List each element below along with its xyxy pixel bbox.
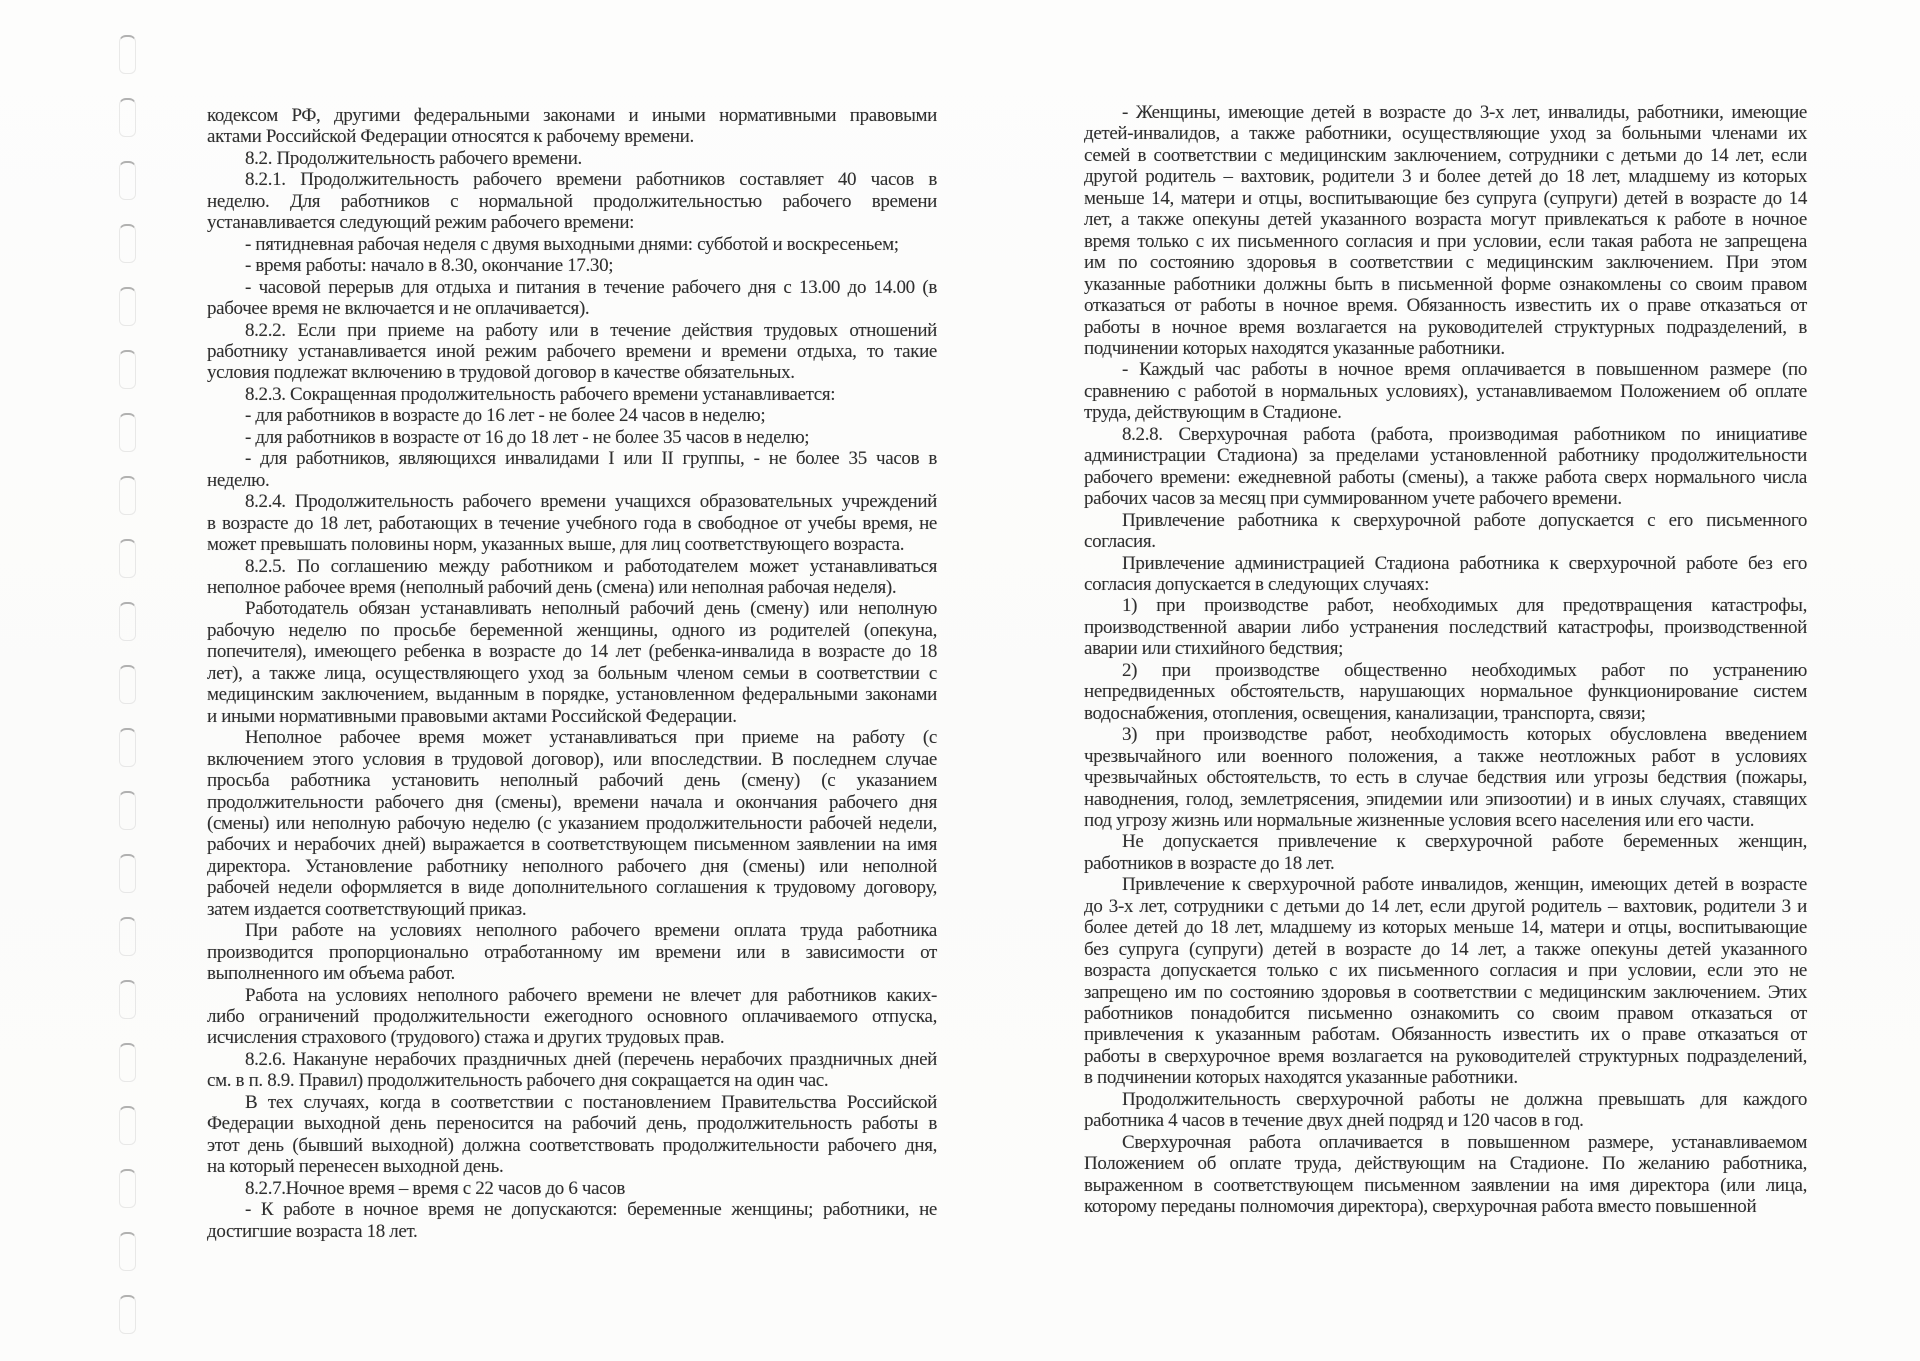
paragraph bbox=[1084, 724, 1807, 831]
text-line: наводнения, голод, землетрясения, эпидемии или эпизоотии) и в иных случаях, ставящих bbox=[1084, 788, 1807, 810]
paragraph bbox=[1084, 1089, 1807, 1132]
text-line: либо ограничений продолжительности ежегодного основного оплачиваемого отпуска, bbox=[207, 1006, 937, 1028]
paragraph bbox=[1084, 874, 1807, 1089]
paragraph bbox=[207, 598, 937, 727]
text-line: рабочего времени: ежедневной работы (смены), а также работа сверх нормального числа bbox=[1084, 466, 1807, 488]
text-line: без супруга (супруги) детей в возрасте до 14 лет, а также опекуны детей указанного bbox=[1084, 938, 1807, 960]
text-line: рабочую неделю по просьбе беременной женщины, одного из родителей (опекуна, bbox=[207, 619, 937, 641]
text-line: Положением об оплате труда, действующим на Стадионе. По желанию работника, bbox=[1084, 1153, 1807, 1175]
text-line: водоснабжения, отопления, освещения, канализации, транспорта, связи; bbox=[1084, 702, 1646, 724]
paragraph bbox=[207, 169, 937, 233]
paragraph bbox=[207, 1199, 937, 1242]
text-line: рабочее время не включается и не оплачивается). bbox=[207, 298, 590, 320]
text-line: производится пропорционально отработанному им времени или в зависимости от bbox=[207, 941, 937, 963]
text-line: отказаться от работы в ночное время. Обязанность известить их о праве отказаться от bbox=[1084, 295, 1807, 317]
text-line: сравнению с работой в нормальных условиях), устанавливаемом Положением об оплате bbox=[1084, 380, 1807, 402]
text-line: рабочих и нерабочих дней) выражается в соответствующем письменном заявлении на имя bbox=[207, 834, 937, 856]
paragraph bbox=[207, 405, 937, 426]
text-line: работнику устанавливается иной режим рабочего времени и времени отдыха, то такие bbox=[207, 340, 937, 362]
text-line: труда, действующим в Стадионе. bbox=[1084, 402, 1342, 424]
text-line: подчинении которых находятся указанные работники. bbox=[1084, 337, 1505, 359]
paragraph bbox=[207, 727, 937, 920]
paragraph bbox=[207, 148, 937, 169]
binder-hole bbox=[119, 539, 136, 578]
binder-hole bbox=[119, 350, 136, 389]
text-line: на который перенесен выходной день. bbox=[207, 1156, 504, 1178]
binder-hole bbox=[119, 917, 136, 956]
text-line: согласия допускается в следующих случаях: bbox=[1084, 573, 1430, 595]
text-line: 8.2.6. Накануне нерабочих праздничных дней (перечень нерабочих праздничных дней bbox=[245, 1048, 937, 1070]
binder-hole bbox=[119, 854, 136, 893]
text-line: другой родитель – вахтовик, родители 3 и более детей до 18 лет, младшему из которых bbox=[1084, 166, 1807, 188]
text-line: 1) при производстве работ, необходимых для предотвращения катастрофы, bbox=[1122, 595, 1807, 617]
text-line: - Женщины, имеющие детей в возрасте до 3-х лет, инвалиды, работники, имеющие bbox=[1122, 102, 1807, 123]
paragraph bbox=[207, 920, 937, 984]
text-line: Привлечение к сверхурочной работе инвалидов, женщин, имеющих детей в возрасте bbox=[1122, 874, 1807, 896]
text-line: выполненного им объема работ. bbox=[207, 963, 455, 985]
text-line: 8.2.5. По соглашению между работником и работодателем может устанавливаться bbox=[245, 555, 937, 577]
text-line: - К работе в ночное время не допускаются: беременные женщины; работники, не bbox=[245, 1199, 937, 1221]
text-line: - для работников, являющихся инвалидами I или II группы, - не более 35 часов в bbox=[245, 448, 937, 470]
paragraph bbox=[207, 320, 937, 384]
text-line: лет), а также лица, осуществляющего уход за больным членом семьи в соответствии с bbox=[207, 662, 937, 684]
page-right-text-block bbox=[1084, 102, 1807, 1218]
text-line: этот день (бывший выходной) должна соответствовать продолжительности рабочего дня, bbox=[207, 1134, 937, 1156]
text-line: В тех случаях, когда в соответствии с постановлением Правительства Российской bbox=[245, 1091, 937, 1113]
text-line: 8.2.1. Продолжительность рабочего времени работников составляет 40 часов в bbox=[245, 169, 937, 191]
text-line: работы в ночное время возлагается на руководителей структурных подразделений, в bbox=[1084, 316, 1807, 338]
text-line: работников в возрасте до 18 лет. bbox=[1084, 852, 1335, 874]
text-line: включением этого условия в трудовой договор), или впоследствии. В последнем случае bbox=[207, 748, 937, 770]
text-line: - пятидневная рабочая неделя с двумя выходными днями: субботой и воскресеньем; bbox=[245, 233, 899, 255]
text-line: 3) при производстве работ, необходимость которых обусловлена введением bbox=[1122, 724, 1807, 746]
text-line: директора. Установление работнику неполного рабочего дня (смены) или неполной bbox=[207, 855, 937, 877]
text-line: которому переданы полномочия директора), сверхурочная работа вместо повышенной bbox=[1084, 1196, 1757, 1218]
paragraph bbox=[1084, 510, 1807, 553]
text-line: неделю. bbox=[207, 469, 270, 491]
text-line: (смены) или неполную рабочую неделю (с указанием продолжительности рабочей недели, bbox=[207, 812, 937, 834]
text-line: детей-инвалидов, а также работники, осуществляющие уход за больными членами их bbox=[1084, 123, 1807, 145]
text-line: лет, а также опекуны детей указанного возраста могут привлекаться к работе в ночное bbox=[1084, 209, 1807, 231]
text-line: указанные работники должны быть в письменной форме ознакомлены со своим правом bbox=[1084, 273, 1807, 295]
binder-hole bbox=[119, 1106, 136, 1145]
text-line: 8.2.7.Ночное время – время с 22 часов до 6 часов bbox=[245, 1177, 626, 1199]
text-line: чрезвычайных обстоятельств, то есть в случае бедствия или угрозы бедствия (пожары, bbox=[1084, 767, 1807, 789]
text-line: выраженном в соответствующем письменном заявлении на имя директора (или лица, bbox=[1084, 1174, 1807, 1196]
text-line: Работа на условиях неполного рабочего времени не влечет для работников каких- bbox=[245, 984, 937, 1006]
text-line: Сверхурочная работа оплачивается в повышенном размере, устанавливаемом bbox=[1122, 1131, 1807, 1153]
paragraph bbox=[207, 105, 937, 148]
text-line: Привлечение работника к сверхурочной работе допускается с его письменного bbox=[1122, 509, 1807, 531]
text-line: При работе на условиях неполного рабочего времени оплата труда работника bbox=[245, 920, 937, 942]
binder-hole bbox=[119, 1169, 136, 1208]
text-line: рабочих часов за месяц при суммированном учете рабочего времени. bbox=[1084, 488, 1622, 510]
binder-hole bbox=[119, 728, 136, 767]
binder-hole bbox=[119, 287, 136, 326]
text-line: Привлечение администрацией Стадиона работника к сверхурочной работе без его bbox=[1122, 552, 1807, 574]
text-line: в возрасте до 18 лет, работающих в течение учебного года в свободное от учебы время, не bbox=[207, 512, 937, 534]
text-line: 8.2.8. Сверхурочная работа (работа, производимая работником по инициативе bbox=[1122, 423, 1807, 445]
text-line: производственной аварии либо устранения последствий катастрофы, производственной bbox=[1084, 616, 1807, 638]
binder-hole bbox=[119, 1043, 136, 1082]
text-line: Работодатель обязан устанавливать неполный рабочий день (смену) или неполную bbox=[245, 598, 937, 620]
text-line: неделю. Для работников с нормальной продолжительностью рабочего времени bbox=[207, 190, 937, 212]
binder-hole bbox=[119, 161, 136, 200]
text-line: исчисления страхового (трудового) стажа и других трудовых прав. bbox=[207, 1027, 725, 1049]
paragraph bbox=[207, 1049, 937, 1092]
page-left-text-block bbox=[207, 105, 937, 1242]
paragraph bbox=[207, 234, 937, 255]
binder-hole bbox=[119, 980, 136, 1019]
binder-hole bbox=[119, 1232, 136, 1271]
text-line: Федерации выходной день переносится на рабочий день, продолжительность работы в bbox=[207, 1113, 937, 1135]
text-line: Продолжительность сверхурочной работы не должна превышать для каждого bbox=[1122, 1088, 1807, 1110]
paragraph bbox=[207, 1092, 937, 1178]
text-line: аварии или стихийного бедствия; bbox=[1084, 638, 1344, 660]
text-line: - время работы: начало в 8.30, окончание 17.30; bbox=[245, 255, 614, 277]
text-line: попечителя), имеющего ребенка в возрасте до 14 лет (ребенка-инвалида в возрасте до 18 bbox=[207, 641, 937, 663]
text-line: устанавливается следующий режим рабочего времени: bbox=[207, 212, 635, 234]
paragraph bbox=[207, 1178, 937, 1199]
text-line: 8.2. Продолжительность рабочего времени. bbox=[245, 147, 582, 169]
text-line: 8.2.4. Продолжительность рабочего времени учащихся образовательных учреждений bbox=[245, 491, 937, 513]
binder-hole bbox=[119, 791, 136, 830]
paragraph bbox=[1084, 553, 1807, 596]
text-line: - Каждый час работы в ночное время оплачивается в повышенном размере (по bbox=[1122, 359, 1807, 381]
text-line: медицинским заключением, выданным в порядке, установленном федеральными законами bbox=[207, 684, 937, 706]
text-line: затем издается соответствующий приказ. bbox=[207, 898, 527, 920]
paragraph bbox=[207, 427, 937, 448]
text-line: - для работников в возрасте до 16 лет - не более 24 часов в неделю; bbox=[245, 405, 766, 427]
binder-hole bbox=[119, 35, 136, 74]
paragraph bbox=[207, 491, 937, 555]
paragraph bbox=[207, 448, 937, 491]
text-line: семей в соответствии с медицинским заключением, сотрудники с детьми до 14 лет, если bbox=[1084, 144, 1807, 166]
paragraph bbox=[1084, 595, 1807, 659]
text-line: 8.2.3. Сокращенная продолжительность рабочего времени устанавливается: bbox=[245, 383, 836, 405]
paragraph bbox=[1084, 660, 1807, 724]
text-line: рабочей недели оформляется в виде дополнительного соглашения к трудовому договору, bbox=[207, 877, 937, 899]
text-line: продолжительности рабочего дня (смены), времени начала и окончания рабочего дня bbox=[207, 791, 937, 813]
text-line: возраста допускается только с их письменного согласия и при условии, если это не bbox=[1084, 960, 1807, 982]
text-line: меньше 14, матери и отцы, воспитывающие без супруга (супруги) детей в возрасте до 14 bbox=[1084, 187, 1807, 209]
text-line: администрации Стадиона) за пределами установленной работнику продолжительности bbox=[1084, 445, 1807, 467]
text-line: работы в сверхурочное время возлагается на руководителей структурных подразделений, bbox=[1084, 1045, 1807, 1067]
text-line: актами Российской Федерации относятся к рабочему времени. bbox=[207, 126, 694, 148]
text-line: запрещено им по состоянию здоровья в соответствии с медицинским заключением. Этих bbox=[1084, 981, 1807, 1003]
text-line: более детей до 18 лет, младшему из которых меньше 14, матери и отцы, воспитывающие bbox=[1084, 917, 1807, 939]
binder-hole bbox=[119, 98, 136, 137]
text-line: кодексом РФ, другими федеральными законами и иными нормативными правовыми bbox=[207, 105, 937, 126]
paragraph bbox=[207, 384, 937, 405]
text-line: время только с их письменного согласия и при условии, если такая работа не запрещена bbox=[1084, 230, 1807, 252]
text-line: - для работников в возрасте от 16 до 18 лет - не более 35 часов в неделю; bbox=[245, 426, 810, 448]
paragraph bbox=[1084, 359, 1807, 423]
paragraph bbox=[1084, 1132, 1807, 1218]
paragraph bbox=[207, 277, 937, 320]
text-line: достигшие возраста 18 лет. bbox=[207, 1220, 418, 1242]
paragraph bbox=[207, 255, 937, 276]
binder-hole bbox=[119, 476, 136, 515]
text-line: привлечения к указанным работам. Обязанность известить их о праве отказаться от bbox=[1084, 1024, 1807, 1046]
binder-hole bbox=[119, 413, 136, 452]
text-line: см. в п. 8.9. Правил) продолжительность рабочего дня сокращается на один час. bbox=[207, 1070, 829, 1092]
binder-hole bbox=[119, 1295, 136, 1334]
text-line: может превышать половины норм, указанных выше, для лиц соответствующего возраста. bbox=[207, 534, 905, 556]
text-line: согласия. bbox=[1084, 531, 1156, 553]
text-line: Неполное рабочее время может устанавливаться при приеме на работу (с bbox=[245, 727, 937, 749]
paragraph bbox=[1084, 102, 1807, 359]
text-line: им по состоянию здоровья в соответствии с медицинским заключением. При этом bbox=[1084, 252, 1807, 274]
text-line: в подчинении которых находятся указанные работники. bbox=[1084, 1067, 1518, 1089]
binder-hole bbox=[119, 665, 136, 704]
text-line: под угрозу жизнь или нормальные жизненные условия всего населения или его части. bbox=[1084, 809, 1755, 831]
paragraph bbox=[207, 556, 937, 599]
text-line: 8.2.2. Если при приеме на работу или в течение действия трудовых отношений bbox=[245, 319, 937, 341]
text-line: непредвиденных обстоятельств, нарушающих нормальное функционирование систем bbox=[1084, 681, 1807, 703]
text-line: и иными нормативными правовыми актами Российской Федерации. bbox=[207, 705, 737, 727]
text-line: просьба работника установить неполный рабочий день (смену) (с указанием bbox=[207, 770, 937, 792]
text-line: до 3-х лет, сотрудники с детьми до 14 лет, если другой родитель – вахтовик, родители 3 и bbox=[1084, 895, 1807, 917]
text-line: Не допускается привлечение к сверхурочной работе беременных женщин, bbox=[1122, 831, 1807, 853]
binder-hole bbox=[119, 602, 136, 641]
text-line: 2) при производстве общественно необходимых работ по устранению bbox=[1122, 659, 1807, 681]
text-line: работника 4 часов в течение двух дней подряд и 120 часов в год. bbox=[1084, 1110, 1584, 1132]
paragraph bbox=[1084, 424, 1807, 510]
text-line: чрезвычайного или военного положения, а также неотложных работ в условиях bbox=[1084, 745, 1807, 767]
text-line: - часовой перерыв для отдыха и питания в течение рабочего дня с 13.00 до 14.00 (в bbox=[245, 276, 937, 298]
paragraph bbox=[1084, 831, 1807, 874]
text-line: неполное рабочее время (неполный рабочий день (смена) или неполная рабочая неделя). bbox=[207, 576, 897, 598]
text-line: работников понадобится письменно ознакомить со своим правом отказаться от bbox=[1084, 1003, 1807, 1025]
paragraph bbox=[207, 985, 937, 1049]
binder-hole bbox=[119, 224, 136, 263]
text-line: условия подлежат включению в трудовой договор в качестве обязательных. bbox=[207, 362, 795, 384]
